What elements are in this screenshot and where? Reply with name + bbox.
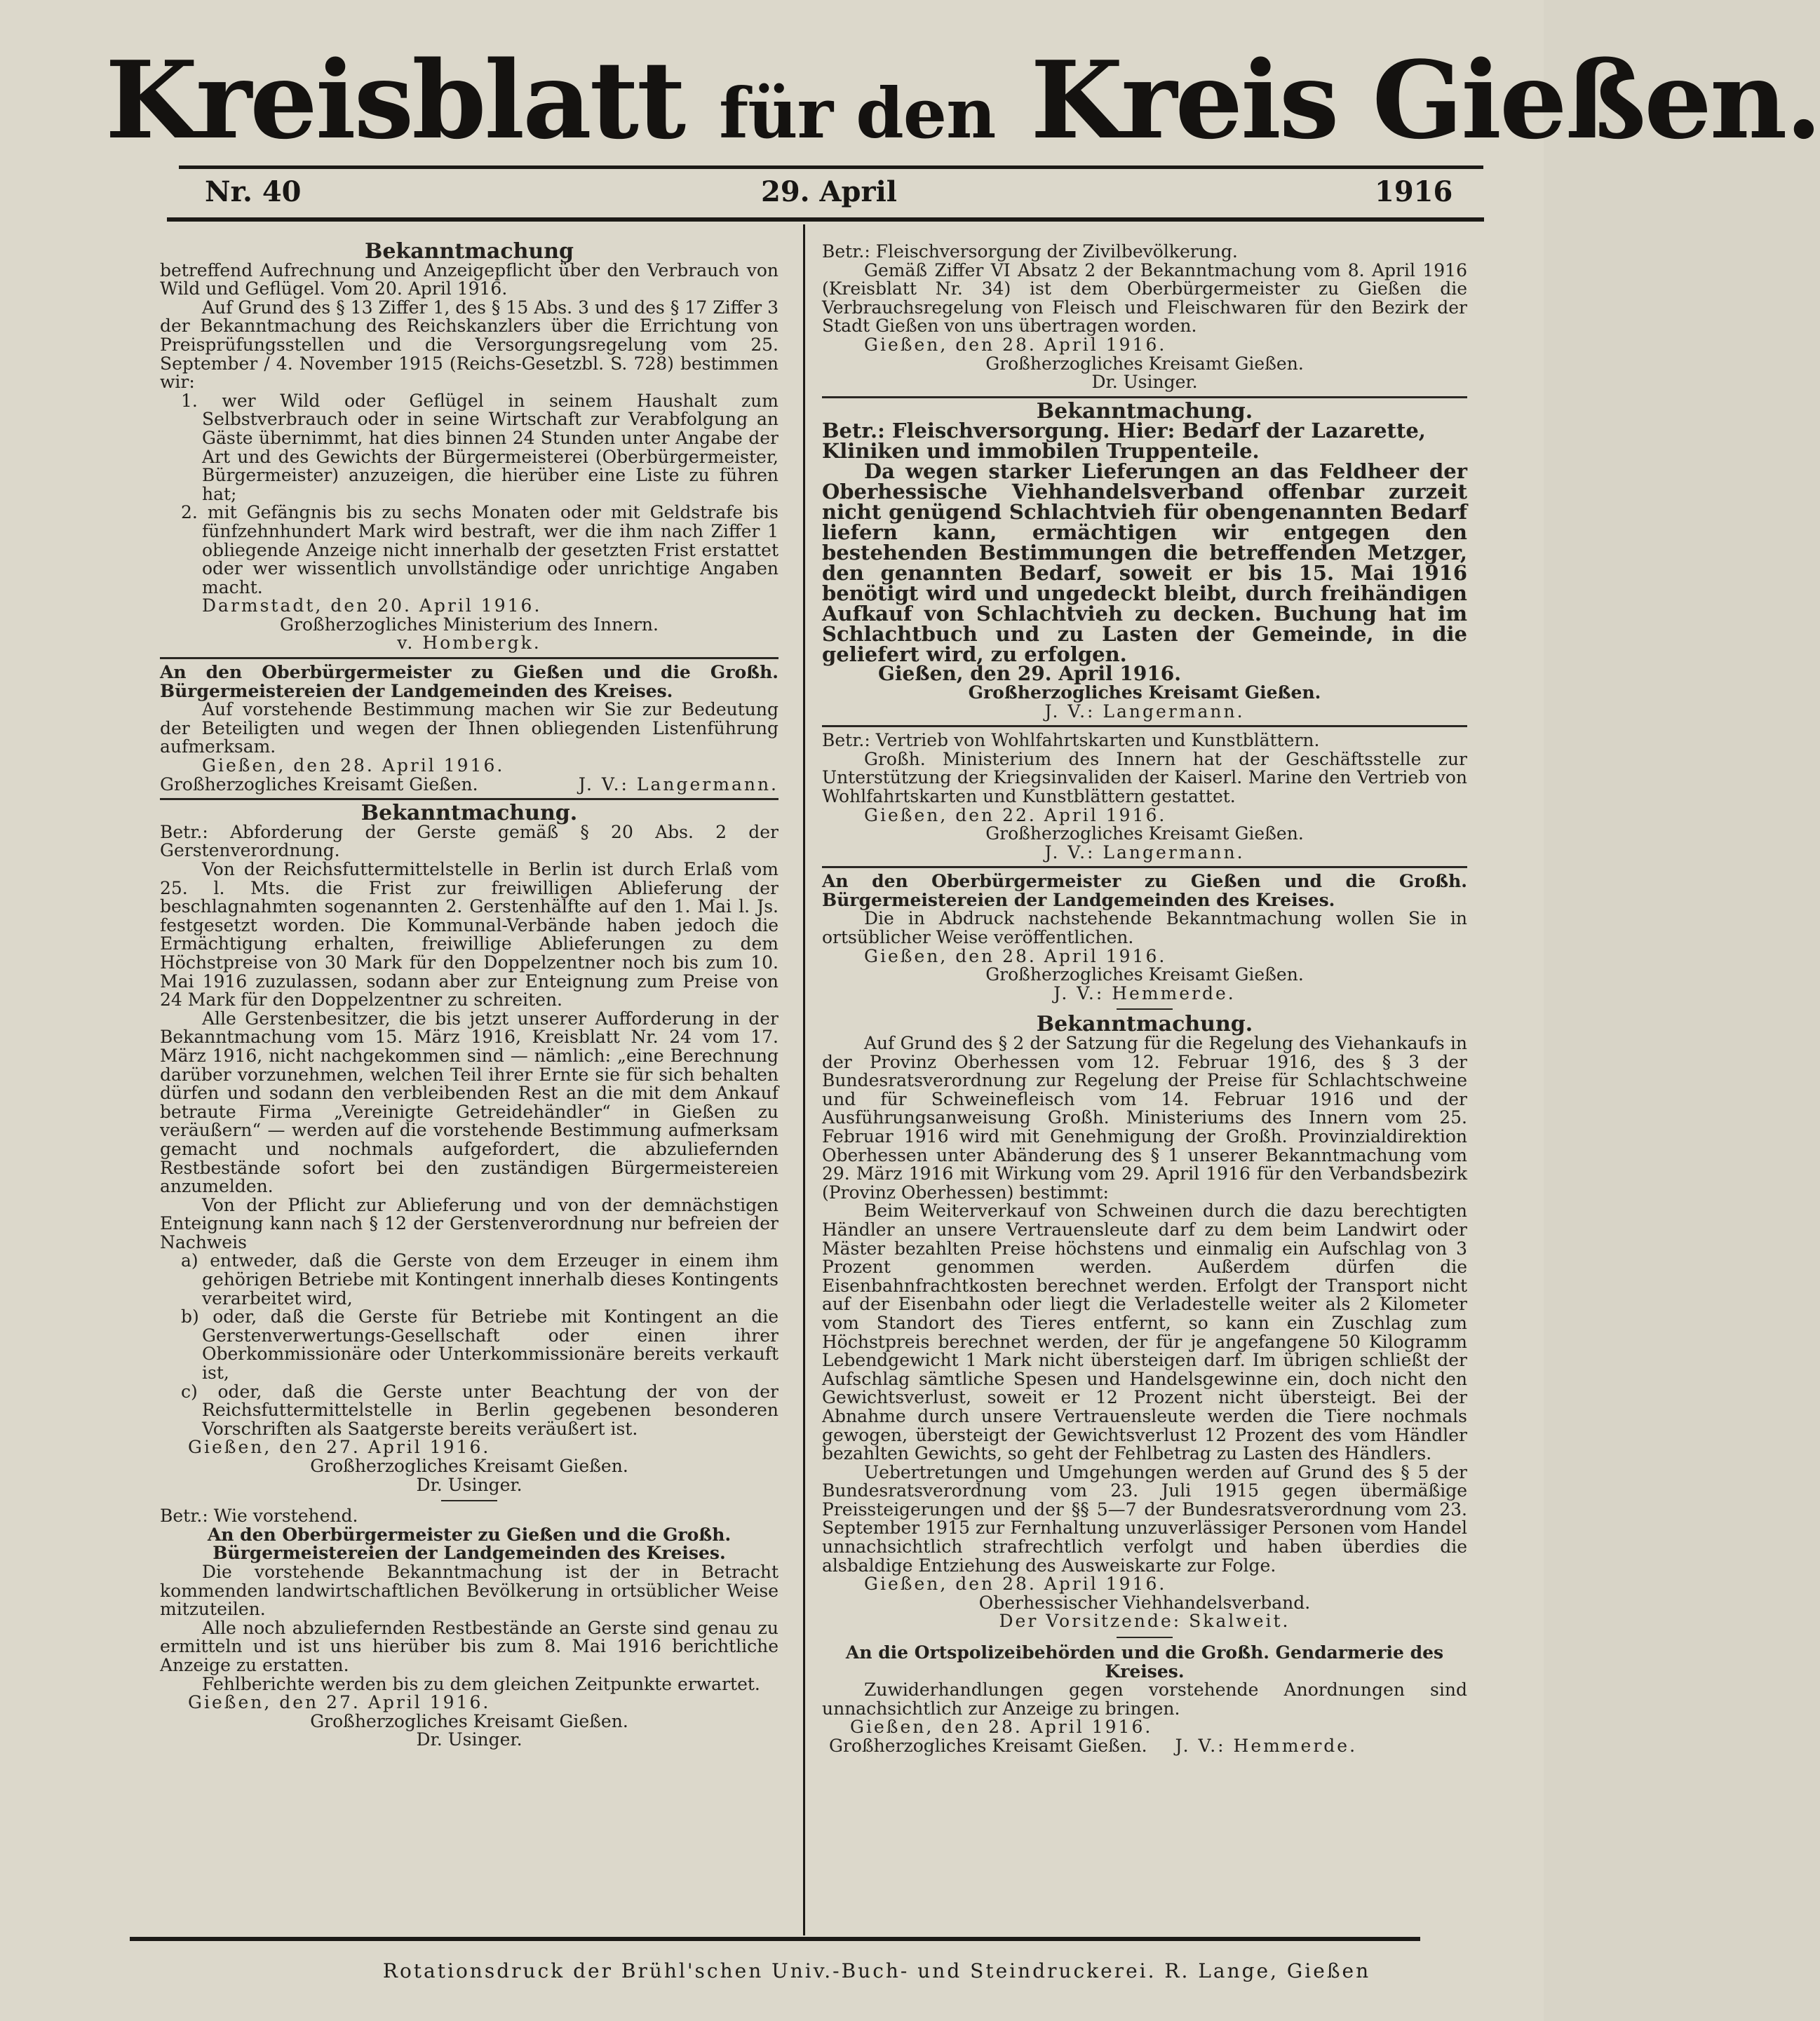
list-item: 2. mit Gefängnis bis zu sechs Monaten oder mit Geldstrafe bis fünfzehnhundert Mark wird bestraft, wer die ihm nach Ziffer 1 obliegende Anzeige nicht innerhalb der gesetzten Frist erstattet oder wer wissentlich unvollständige oder unrichtige Angaben macht. [181,502,778,597]
paragraph: Auf Grund des § 2 der Satzung für die Regelung des Viehankaufs in der Provinz Oberhessen vom 12. Februar 1916, des § 3 der Bundesratsverordnung zur Regelung der Preise für Schlachtschweine und für Schweinefleisch vom 14. Februar 1916 und der Ausführungsanweisung Großh. Ministeriums des Innern vom 25. Februar 1916 wird mit Genehmigung der Großh. Provinzialdirektion Oberhessen unter Abänderung des § 1 unserer Bekanntmachung vom 29. März 1916 mit Wirkung vom 29. April 1916 für den Verbandsbezirk (Provinz Oberhessen) bestimmt: [822,1033,1467,1203]
authority: Großherzogliches Kreisamt Gießen. [985,353,1304,374]
dateline: Gießen, den 28. April 1916. [864,945,1167,966]
authority: Großherzogliches Kreisamt Gießen. [310,1710,628,1731]
subject: Betr.: Fleischversorgung. Hier: Bedarf der Lazarette, Kliniken und immobilen Truppenteile. [822,419,1426,464]
section-divider [160,657,778,659]
paragraph: Fehlberichte werden bis zu dem gleichen Zeitpunkte erwartet. [202,1673,760,1694]
subject: Betr.: Vertrieb von Wohlfahrtskarten und Kunstblättern. [822,730,1320,751]
list-item: a) entweder, daß die Gerste von dem Erzeuger in einem ihm gehörigen Betriebe mit Kontingent innerhalb dieses Kontingents verarbeitet wird, [181,1250,778,1309]
paragraph: Von der Reichsfuttermittelstelle in Berlin ist durch Erlaß vom 25. l. Mts. die Frist zur freiwilligen Ablieferung der beschlagnahmten sogenannten 2. Gerstenhälfte auf den 1. Mai l. Js. festgesetzt worden. Die Kommunal-Verbände haben jedoch die Ermächtigung erhalten, freiwillige Ablieferungen zu dem Höchstpreise von 30 Mark für den Doppelzentner noch bis zum 10. Mai 1916 zuzulassen, sodann aber zur Enteignung zum Preise von 24 Mark für den Doppelzentner zu schreiten. [160,859,778,1011]
heading: Bekanntmachung. [1036,1012,1253,1037]
authority: Oberhessischer Viehhandelsverband. [978,1592,1311,1613]
dateline: Gießen, den 27. April 1916. [188,1437,491,1458]
signature: J. V.: Langermann. [1044,701,1245,722]
left-column [160,239,778,1750]
paragraph: Da wegen starker Lieferungen an das Feldheer der Oberhessische Viehhandelsverband offenbar zurzeit nicht genügend Schlachtvieh für obengenannten Bedarf liefern kann, ermächtigen wir entgegen den bestehenden Bestimmungen die betreffenden Metzger, den genannten Bedarf, soweit er bis 15. Mai 1916 benötigt wird und ungedeckt bleibt, durch freihändigen Aufkauf von Schlachtvieh zu decken. Buchung hat im Schlachtbuch und zu Lasten der Gemeinde, in die geliefert wird, zu erfolgen. [822,459,1467,667]
subject: Betr.: Wie vorstehend. [160,1506,358,1527]
heading: Bekanntmachung [364,239,574,264]
signature: J. V.: Hemmerde. [1053,982,1236,1003]
paragraph: Beim Weiterverkauf von Schweinen durch die dazu berechtigten Händler an unsere Vertrauensleute darf zu dem beim Landwirt oder Mäster bezahlten Preise höchstens und einmalig ein Aufschlag von 3 Prozent genommen werden. Außerdem dürfen die Eisenbahnfrachtkosten berechnet werden. Erfolgt der Transport nicht auf der Eisenbahn oder liegt die Verladestelle weiter als 2 Kilometer vom Standort des Tieres entfernt, so kann ein Zuschlag zum Höchstpreis berechnet werden, der für je angefangene 50 Kilogramm Lebendgewicht 1 Mark nicht übersteigen darf. Im übrigen schließt der Aufschlag sämtliche Spesen und Handelsgewinne ein, doch nicht den Gewichtsverlust, soweit er 12 Prozent nicht übersteigt. Bei der Abnahme durch unsere Vertrauensleute werden die Tiere nochmals gewogen, übersteigt der Gewichtsverlust 12 Prozent des vom Händler bezahlten Gewichts, so geht der Fehlbetrag zu Lasten des Händlers. [822,1201,1467,1464]
footer-rule [130,1937,1420,1941]
section-divider [822,725,1467,727]
subject: Betr.: Fleischversorgung der Zivilbevölkerung. [822,241,1238,262]
subject: Betr.: Abforderung der Gerste gemäß § 20 Abs. 2 der Gerstenverordnung. [160,821,778,861]
section-divider [822,396,1467,398]
signature: Dr. Usinger. [416,1729,523,1750]
dateline: Gießen, den 28. April 1916. [864,334,1167,355]
masthead [105,28,1820,172]
issue-number: Nr. 40 [205,175,302,208]
signature: Dr. Usinger. [1091,372,1198,393]
heading: Bekanntmachung. [360,801,578,826]
dateline: Gießen, den 29. April 1916. [878,662,1182,686]
paragraph: Alle Gerstenbesitzer, die bis jetzt unserer Aufforderung in der Bekanntmachung vom 15. März 1916, Kreisblatt Nr. 24 vom 17. März 1916, nicht nachgekommen sind — nämlich: „eine Berechnung darüber vorzunehmen, welchen Teil ihrer Ernte sie für sich behalten dürfen und sodann den verbleibenden Rest an die mit dem Ankauf betraute Firma „Vereinigte Getreidehändler“ in Gießen zu veräußern“ — werden auf die vorstehende Bestimmung aufmerksam gemacht und nochmals aufgefordert, die abzuliefernden Restbestände sofort bei den zuständigen Bürgermeistereien anzumelden. [160,1008,778,1197]
address: An den Oberbürgermeister zu Gießen und die Großh. Bürgermeistereien der Landgemeinden des Kreises. [207,1524,732,1564]
dateline: Gießen, den 27. April 1916. [188,1692,491,1713]
paragraph: Zuwiderhandlungen gegen vorstehende Anordnungen sind unnachsichtlich zur Anzeige zu bringen. [822,1679,1467,1719]
masthead-rule-bottom [167,217,1484,222]
dateline: Gießen, den 28. April 1916. [202,755,505,776]
signature: J. V.: Hemmerde. [1175,1736,1358,1756]
paragraph: Von der Pflicht zur Ablieferung und von der demnächstigen Enteignung kann nach § 12 der Gerstenverordnung nur befreien der Nachweis [160,1194,778,1252]
signature: Dr. Usinger. [416,1474,523,1495]
address: An den Oberbürgermeister zu Gießen und die Großh. Bürgermeistereien der Landgemeinden des Kreises. [822,871,1467,910]
authority: Großherzogliches Kreisamt Gießen. [985,964,1304,985]
heading: Bekanntmachung. [1036,398,1253,424]
section-divider [160,798,778,800]
printer-imprint: Rotationsdruck der Brühl'schen Univ.-Buch- und Steindruckerei. R. Lange, Gießen [382,1959,1371,1982]
list-item: c) oder, daß die Gerste unter Beachtung der von der Reichsfuttermittelstelle in Berlin gegebenen besonderen Vorschriften als Saatgerste bereits veräußert ist. [181,1381,778,1439]
signature: J. V.: Langermann. [1044,841,1245,863]
subject: betreffend Aufrechnung und Anzeigepflicht über den Verbrauch von Wild und Geflügel. Vom 20. April 1916. [160,259,778,299]
signature: Der Vorsitzende: Skalweit. [999,1611,1290,1632]
address: An den Oberbürgermeister zu Gießen und die Großh. Bürgermeistereien der Landgemeinden des Kreises. [160,662,778,701]
signature: v. Hombergk. [397,633,541,654]
paragraph: Alle noch abzuliefernden Restbestände an Gerste sind genau zu ermitteln und ist uns hierüber bis zum 8. Mai 1916 berichtliche Anzeige zu erstatten. [160,1617,778,1675]
dateline: Gießen, den 22. April 1916. [864,804,1167,825]
section-divider [822,866,1467,868]
masthead-title-1: Kreisblatt [105,37,685,163]
short-rule [1117,1637,1173,1638]
masthead-title-2: für den [719,74,996,154]
list-item: b) oder, daß die Gerste für Betriebe mit Kontingent an die Gerstenverwertungs-Gesellschaft oder einen ihrer Oberkommissionäre oder Unterkommissionäre bereits verkauft ist, [181,1306,778,1384]
signature: J. V.: Langermann. [578,773,778,795]
address: An die Ortspolizeibehörden und die Großh. Gendarmerie des Kreises. [845,1642,1444,1682]
authority: Großherzogliches Ministerium des Innern. [280,614,659,635]
authority: Großherzogliches Kreisamt Gießen. [985,823,1304,844]
paragraph: Großh. Ministerium des Innern hat der Geschäftsstelle zur Unterstützung der Kriegsinvaliden der Kaiserl. Marine den Vertrieb von Wohlfahrtskarten und Kunstblättern gestattet. [822,748,1467,806]
paragraph: Die vorstehende Bekanntmachung ist der in Betracht kommenden landwirtschaftlichen Bevölkerung in ortsüblicher Weise mitzuteilen. [160,1561,778,1620]
paragraph: Gemäß Ziffer VI Absatz 2 der Bekanntmachung vom 8. April 1916 (Kreisblatt Nr. 34) ist dem Oberbürgermeister zu Gießen die Verbrauchsregelung von Fleisch und Fleischwaren für den Bezirk der Stadt Gießen von uns übertragen worden. [822,259,1467,337]
signature-line [822,1737,1467,1756]
signature-line [160,773,778,795]
masthead-title-3: Kreis Gießen. [1030,37,1820,163]
authority: Großherzogliches Kreisamt Gießen. [968,682,1321,703]
authority: Großherzogliches Kreisamt Gießen. [310,1456,628,1476]
masthead-rule-top [179,165,1483,169]
issue-year: 1916 [1375,175,1453,208]
paragraph: Auf vorstehende Bestimmung machen wir Sie zur Bedeutung der Beteiligten und wegen der Ihnen obliegenden Listenführung aufmerksam. [160,699,778,757]
authority: Großherzogliches Kreisamt Gießen. [829,1736,1147,1756]
column-divider [803,224,805,1935]
list-item: 1. wer Wild oder Geflügel in seinem Haushalt zum Selbstverbrauch oder in seine Wirtschaft zur Verabfolgung an Gäste übernimmt, hat dies binnen 24 Stunden unter Angabe der Art und des Gewichts der Bürgermeisterei (Oberbürgermeister, Bürgermeister) anzuzeigen, die hierüber eine Liste zu führen hat; [181,390,778,504]
paragraph: Die in Abdruck nachstehende Bekanntmachung wollen Sie in ortsüblicher Weise veröffentlichen. [822,908,1467,948]
right-column [822,243,1467,1756]
issue-date: 29. April [761,175,897,208]
short-rule [1117,1008,1173,1010]
paragraph: Auf Grund des § 13 Ziffer 1, des § 15 Abs. 3 und des § 17 Ziffer 3 der Bekanntmachung des Reichskanzlers über die Errichtung von Preisprüfungsstellen und die Versorgungsregelung vom 25. September / 4. November 1915 (Reichs-Gesetzbl. S. 728) bestimmen wir: [160,297,778,393]
dateline: Gießen, den 28. April 1916. [864,1574,1167,1595]
dateline: Darmstadt, den 20. April 1916. [202,595,542,616]
dateline: Gießen, den 28. April 1916. [850,1717,1153,1738]
paragraph: Uebertretungen und Umgehungen werden auf Grund des § 5 der Bundesratsverordnung vom 23. Juli 1915 gegen übermäßige Preissteigerungen und der §§ 5—7 der Bundesratsverordnung vom 23. September 1915 zur Fernhaltung unzuverlässiger Personen vom Handel unnachsichtlich strafrechtlich verfolgt und haben überdies die alsbaldige Entziehung des Ausweiskarte zur Folge. [822,1461,1467,1576]
short-rule [441,1500,497,1501]
authority: Großherzogliches Kreisamt Gießen. [160,773,478,795]
